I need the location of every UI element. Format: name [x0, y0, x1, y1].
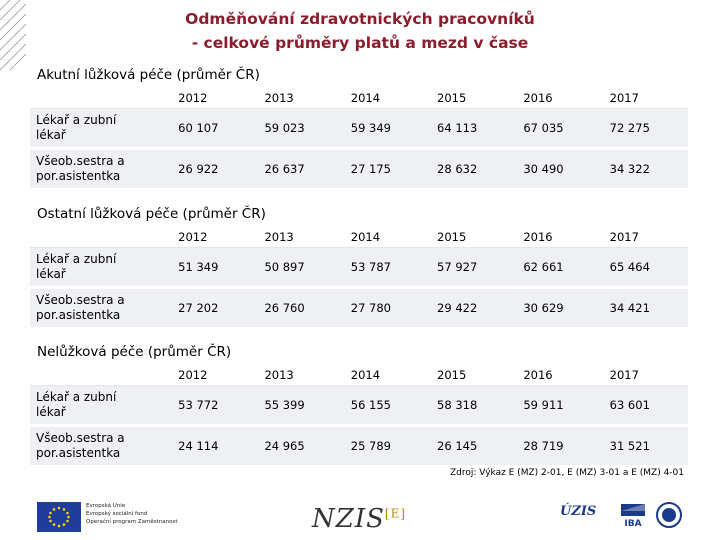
table-outpatient — [30, 365, 688, 468]
value-cell: 25 789 — [343, 426, 429, 467]
value-cell: 59 349 — [343, 109, 429, 149]
value-cell: 57 927 — [429, 248, 515, 288]
table-row — [30, 149, 688, 190]
year-cell: 2014 — [343, 365, 429, 386]
value-cell: 31 521 — [602, 426, 688, 467]
table-other — [30, 227, 688, 330]
value-cell: 65 464 — [602, 248, 688, 288]
row-label: Lékař a zubní lékař — [30, 109, 170, 149]
section-heading-other: Ostatní lůžková péče (průměr ČR) — [37, 206, 266, 222]
value-cell: 30 629 — [515, 288, 601, 329]
year-header-row — [30, 88, 688, 109]
value-cell: 26 145 — [429, 426, 515, 467]
value-cell: 50 897 — [256, 248, 342, 288]
value-cell: 67 035 — [515, 109, 601, 149]
value-cell: 59 911 — [515, 386, 601, 426]
value-cell: 28 719 — [515, 426, 601, 467]
row-label: Všeob.sestra a por.asistentka — [30, 426, 170, 467]
year-cell: 2013 — [256, 365, 342, 386]
table-row — [30, 426, 688, 467]
row-label: Lékař a zubní lékař — [30, 248, 170, 288]
year-cell: 2015 — [429, 227, 515, 248]
value-cell: 59 023 — [256, 109, 342, 149]
page-title-line2: - celkové průměry platů a mezd v čase — [191, 34, 529, 52]
value-cell: 27 780 — [343, 288, 429, 329]
year-cell: 2012 — [170, 227, 256, 248]
value-cell: 53 787 — [343, 248, 429, 288]
value-cell: 55 399 — [256, 386, 342, 426]
row-label: Všeob.sestra a por.asistentka — [30, 288, 170, 329]
eu-flag-icon — [37, 502, 81, 532]
value-cell: 26 637 — [256, 149, 342, 190]
row-label: Všeob.sestra a por.asistentka — [30, 149, 170, 190]
year-cell: 2017 — [602, 365, 688, 386]
year-cell: 2017 — [602, 88, 688, 109]
row-label: Lékař a zubní lékař — [30, 386, 170, 426]
value-cell: 60 107 — [170, 109, 256, 149]
value-cell: 72 275 — [602, 109, 688, 149]
value-cell: 30 490 — [515, 149, 601, 190]
table-row — [30, 248, 688, 288]
year-cell: 2013 — [256, 227, 342, 248]
year-cell: 2014 — [343, 227, 429, 248]
value-cell: 27 202 — [170, 288, 256, 329]
year-cell: 2016 — [515, 88, 601, 109]
table-row — [30, 386, 688, 426]
value-cell: 29 422 — [429, 288, 515, 329]
value-cell: 53 772 — [170, 386, 256, 426]
value-cell: 64 113 — [429, 109, 515, 149]
value-cell: 51 349 — [170, 248, 256, 288]
iba-logo — [618, 502, 648, 528]
table-acute — [30, 88, 688, 191]
year-header-row — [30, 365, 688, 386]
year-cell: 2017 — [602, 227, 688, 248]
value-cell: 28 632 — [429, 149, 515, 190]
year-header-row — [30, 227, 688, 248]
university-seal-icon — [655, 500, 683, 530]
year-cell: 2014 — [343, 88, 429, 109]
section-heading-outpatient: Nelůžková péče (průměr ČR) — [37, 344, 232, 360]
table-row — [30, 109, 688, 149]
year-cell: 2015 — [429, 88, 515, 109]
year-cell: 2012 — [170, 88, 256, 109]
year-cell: 2016 — [515, 227, 601, 248]
nzis-logo: NZIS[E] — [312, 504, 407, 534]
value-cell: 26 922 — [170, 149, 256, 190]
table-row — [30, 288, 688, 329]
value-cell: 63 601 — [602, 386, 688, 426]
value-cell: 27 175 — [343, 149, 429, 190]
year-cell: 2016 — [515, 365, 601, 386]
value-cell: 24 114 — [170, 426, 256, 467]
value-cell: 58 318 — [429, 386, 515, 426]
year-cell: 2012 — [170, 365, 256, 386]
value-cell: 24 965 — [256, 426, 342, 467]
value-cell: 26 760 — [256, 288, 342, 329]
svg-text:IBA: IBA — [624, 519, 642, 528]
uzis-logo: ÚZIS — [560, 504, 597, 519]
eu-fund-text: Evropská Unie Evropský sociální fond Operační program Zaměstnanost — [86, 503, 178, 525]
value-cell: 56 155 — [343, 386, 429, 426]
footer-logos — [0, 494, 720, 540]
source-note: Zdroj: Výkaz E (MZ) 2-01, E (MZ) 3-01 a E (MZ) 4-01 — [450, 468, 684, 478]
page-title-line1: Odměňování zdravotnických pracovníků — [185, 10, 535, 28]
value-cell: 34 322 — [602, 149, 688, 190]
value-cell: 62 661 — [515, 248, 601, 288]
year-cell: 2015 — [429, 365, 515, 386]
value-cell: 34 421 — [602, 288, 688, 329]
section-heading-acute: Akutní lůžková péče (průměr ČR) — [37, 67, 260, 83]
year-cell: 2013 — [256, 88, 342, 109]
